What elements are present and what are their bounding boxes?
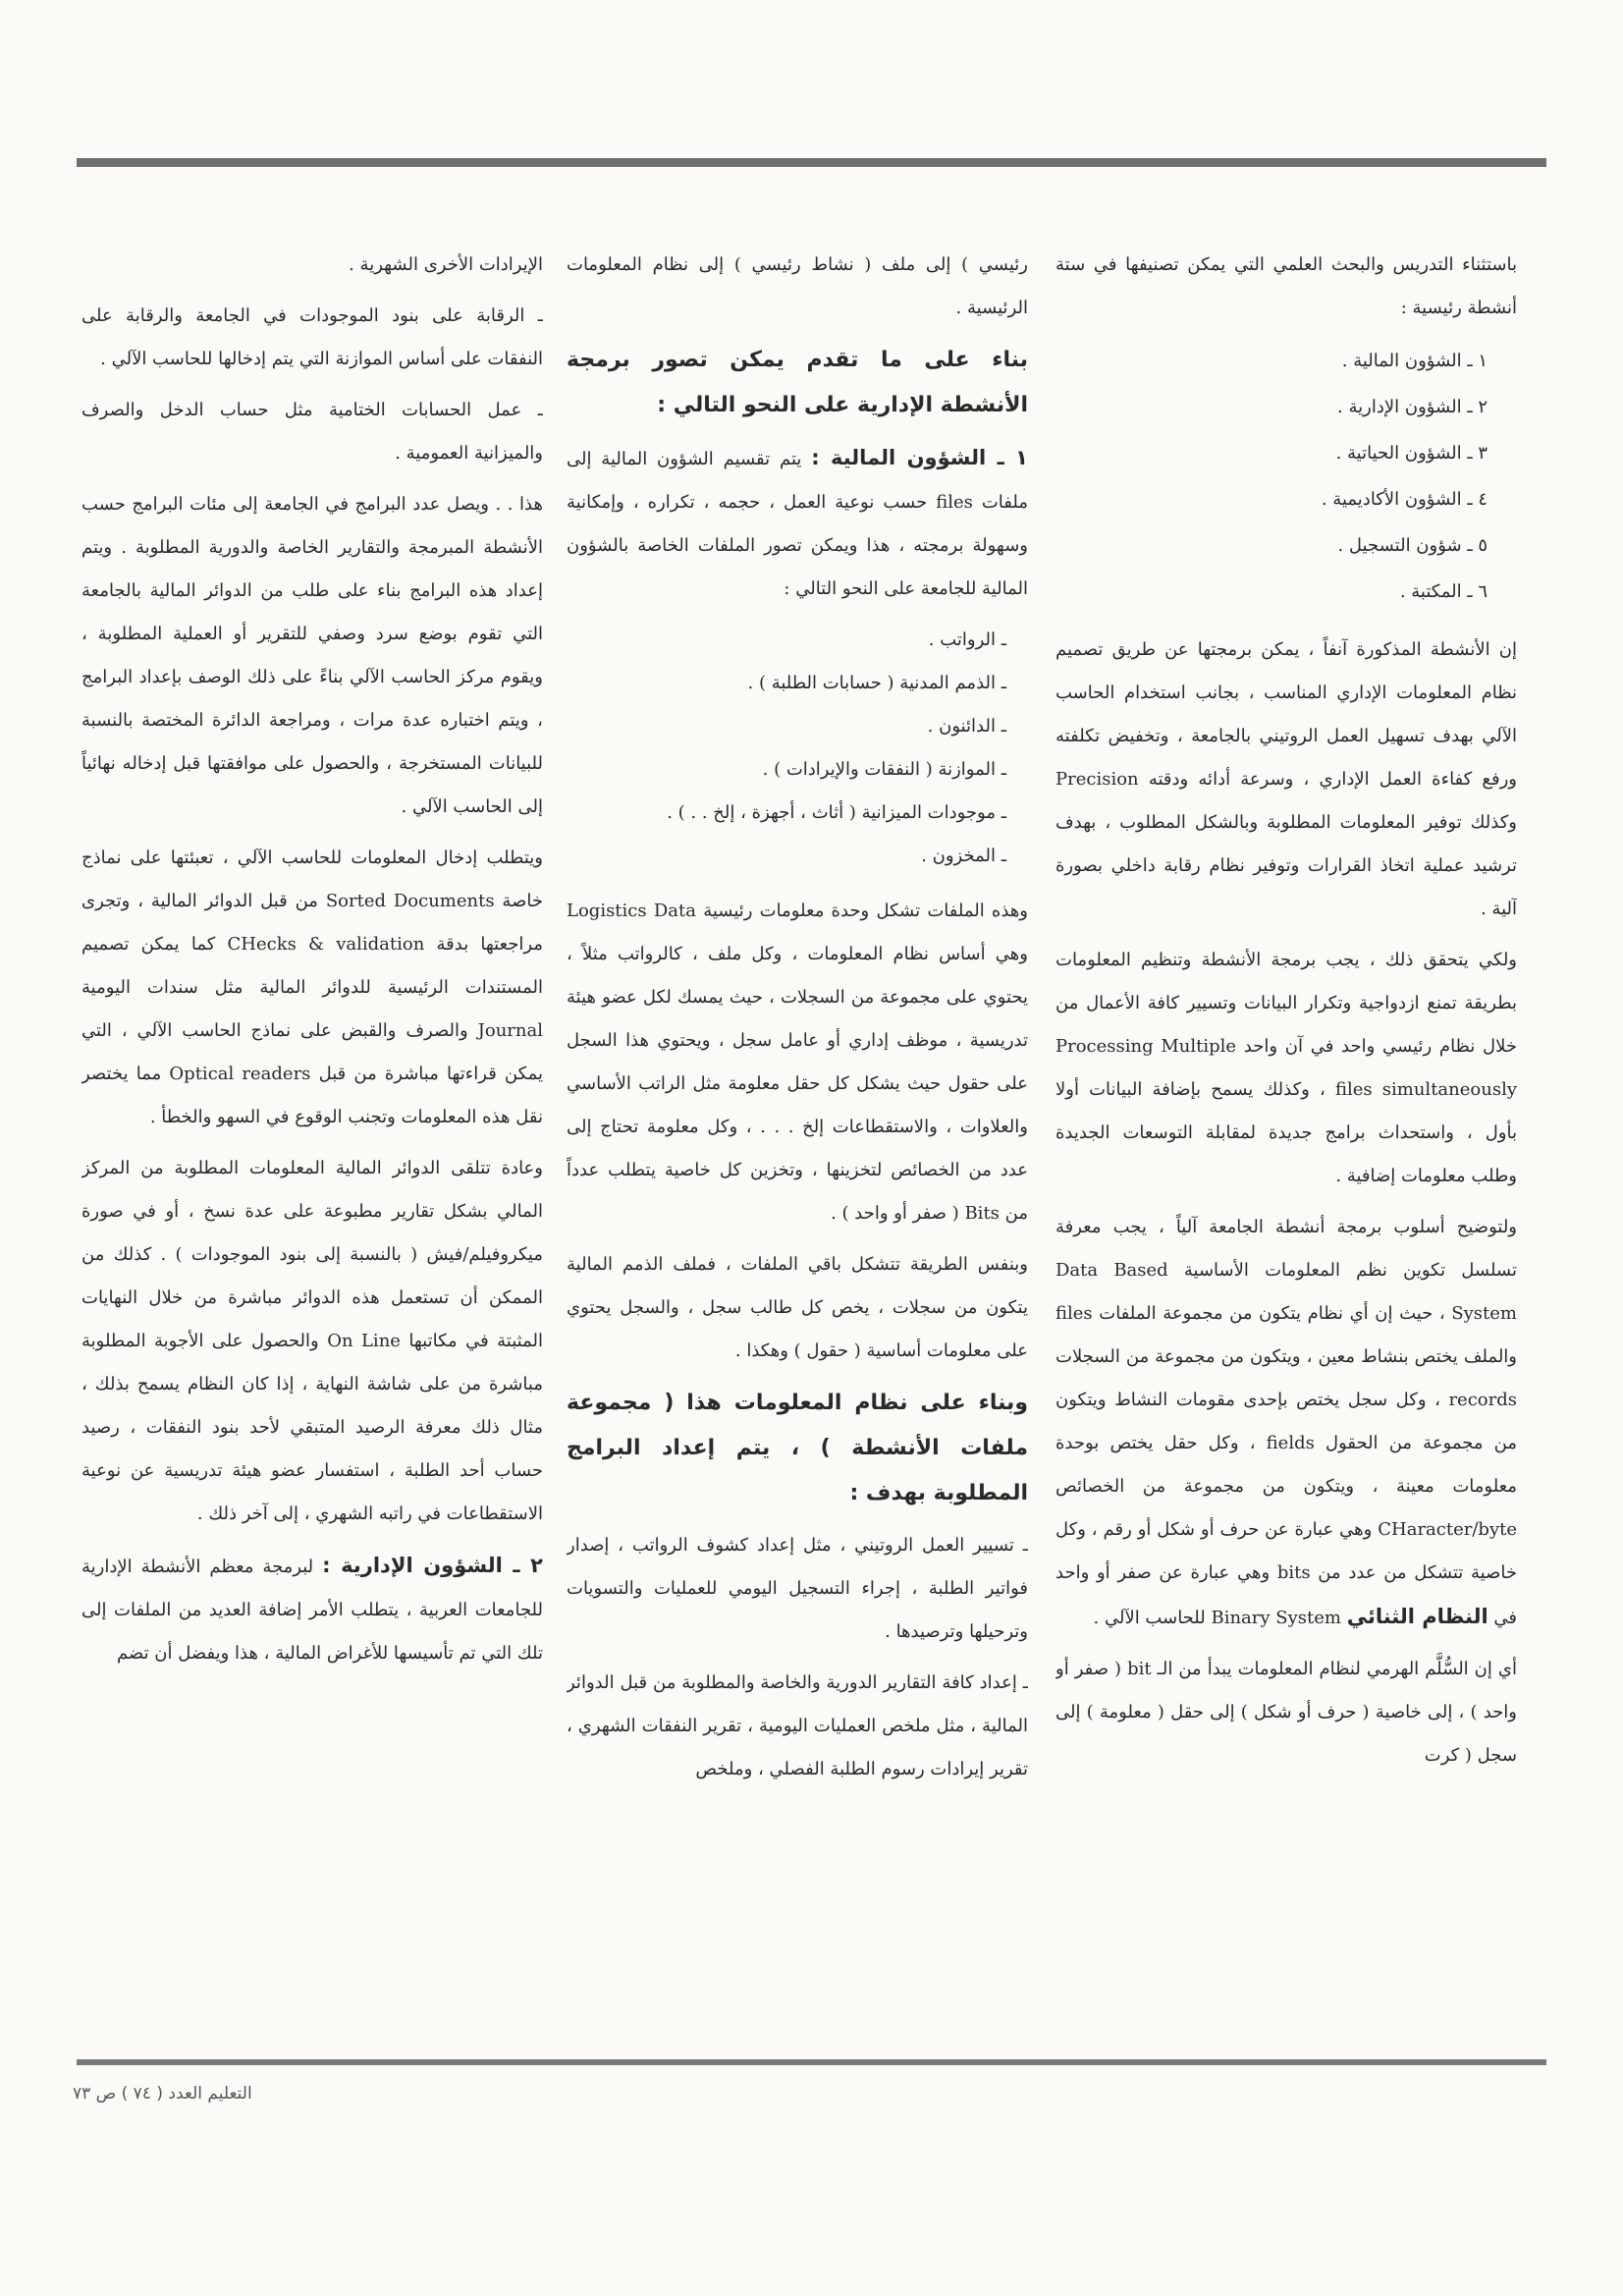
page-footer: التعليم العدد ( ٧٤ ) ص ٧٣ (73, 2084, 252, 2104)
list-item: ـ المخزون . (921, 846, 1006, 866)
activities-list (1055, 338, 1517, 615)
paragraph: ـ إعداد كافة التقارير الدورية والخاصة والمطلوبة من قبل الدوائر المالية ، مثل ملخص العمليات اليومية ، تقرير النفقات الشهري ، تقرير إيرادات رسوم الطلبة الفصلي ، وملخص (567, 1672, 1028, 1779)
paragraph: أي إن السُّلَّم الهرمي لنظام المعلومات يبدأ من الـ bit ( صفر أو واحد ) ، إلى خاصية ( حرف أو شكل ) إلى حقل ( معلومة ) إلى سجل ( كرت (1055, 1659, 1517, 1766)
section-heading: وبناء على نظام المعلومات هذا ( مجموعة ملفات الأنشطة ) ، يتم إعداد البرامج المطلوبة بهدف : (567, 1391, 1028, 1505)
list-item: ٣ ـ الشؤون الحياتية . (1335, 443, 1488, 464)
list-item: ـ الرواتب . (928, 629, 1006, 650)
paragraph: وبنفس الطريقة تتشكل باقي الملفات ، فملف الذمم المالية يتكون من سجلات ، يخص كل طالب سجل ، والسجل يحتوي على معلومات أساسية ( حقول ) وهكذا . (567, 1254, 1028, 1361)
intro-paragraph: باستثناء التدريس والبحث العلمي التي يمكن تصنيفها في ستة أنشطة رئيسية : (1055, 254, 1517, 318)
paragraph-text: لبرمجة معظم الأنشطة الإدارية للجامعات العربية ، يتطلب الأمر إضافة العديد من الملفات إلى تلك التي تم تأسيسها للأغراض المالية ، هذا ويفضل أن تضم (81, 1557, 543, 1664)
list-item: ٦ ـ المكتبة . (1399, 581, 1488, 602)
paragraph: هذا . . ويصل عدد البرامج في الجامعة إلى مئات البرامج حسب الأنشطة المبرمجة والتقارير الخاصة والدورية المطلوبة . ويتم إعداد هذه البرامج بناء على طلب من الدوائر المالية بالجامعة التي تقوم بوضع سرد وصفي للتقرير أو العملية المطلوبة ، ويقوم مركز الحاسب الآلي بناءً على ذلك الوصف بإعداد البرامج ، ويتم اختباره عدة مرات ، ومراجعة الدائرة المختصة بالنسبة للبيانات المستخرجة ، والحصول على موافقتها قبل إدخاله نهائياً إلى الحاسب الآلي . (81, 494, 543, 817)
list-item: ٢ ـ الشؤون الإدارية . (1337, 397, 1488, 417)
top-rule (77, 158, 1546, 167)
paragraph-text: يتم تقسيم الشؤون المالية إلى ملفات files حسب نوعية العمل ، حجمه ، تكراره ، وإمكانية وسهولة برمجته ، هذا ويمكن تصور الملفات الخاصة بالشؤون المالية للجامعة على النحو التالي : (567, 449, 1028, 599)
paragraph: وهذه الملفات تشكل وحدة معلومات رئيسية Logistics Data وهي أساس نظام المعلومات ، وكل ملف ، كالرواتب مثلاً ، يحتوي على مجموعة من السجلات ، حيث يمسك لكل عضو هيئة تدريسية ، موظف إداري أو عامل سجل ، ويحتوي هذا السجل على حقول حيث يشكل كل حقل معلومة مثل الراتب الأساسي والعلاوات ، والاستقطاعات إلخ . . . ، وكل معلومة تحتاج إلى عدد من الخصائص لتخزينها ، وتخزين كل خاصية يتطلب عدداً من Bits ( صفر أو واحد ) . (567, 901, 1028, 1224)
list-item: ـ الموازنة ( النفقات والإيرادات ) . (762, 759, 1006, 780)
bottom-rule (77, 2059, 1546, 2065)
files-list (567, 619, 1028, 878)
paragraph: ـ تسيير العمل الروتيني ، مثل إعداد كشوف الرواتب ، إصدار فواتير الطلبة ، إجراء التسجيل اليومي للعمليات والتسويات وترحيلها وترصيدها . (567, 1535, 1028, 1642)
list-item: ـ موجودات الميزانية ( أثاث ، أجهزة ، إلخ . . ) . (667, 802, 1006, 823)
list-item: ١ ـ الشؤون المالية . (1341, 351, 1488, 371)
paragraph (567, 436, 1028, 611)
binary-system-term: النظام الثنائي (1346, 1605, 1488, 1628)
paragraph: رئيسي ) إلى ملف ( نشاط رئيسي ) إلى نظام المعلومات الرئيسية . (567, 254, 1028, 318)
paragraph: وعادة تتلقى الدوائر المالية المعلومات المطلوبة من المركز المالي بشكل تقارير مطبوعة على عدة نسخ ، أو في صورة ميكروفيلم/فيش ( بالنسبة إلى بنود الموجودات ) . كذلك من الممكن أن تستعمل هذه الدوائر مباشرة من خلال النهايات المثبتة في مكاتبها On Line والحصول على الأجوبة المطلوبة مباشرة من على شاشة النهاية ، إذا كان النظام يسمح بذلك ، مثال ذلك معرفة الرصيد المتبقي لأحد بنود النفقات ، رصيد حساب أحد الطلبة ، استفسار عضو هيئة تدريسية عن نوعية الاستقطاعات في راتبه الشهري ، إلى آخر ذلك . (81, 1158, 543, 1524)
list-item: ـ الذمم المدنية ( حسابات الطلبة ) . (747, 673, 1006, 693)
paragraph: إن الأنشطة المذكورة آنفاً ، يمكن برمجتها عن طريق تصميم نظام المعلومات الإداري المناسب ، بجانب استخدام الحاسب الآلي بهدف تسهيل العمل الروتيني بالجامعة ، وتخفيض تكلفته ورفع كفاءة العمل الإداري ، وسرعة أدائه ودقته Precision وكذلك توفير المعلومات المطلوبة وبالشكل المطلوب ، بهدف ترشيد عملية اتخاذ القرارات وتوفير نظام رقابة داخلي بصورة آلية . (1055, 639, 1517, 919)
section-heading: بناء على ما تقدم يمكن تصور برمجة الأنشطة الإدارية على النحو التالي : (567, 348, 1028, 417)
column-right (1055, 244, 1517, 2041)
column-middle (567, 244, 1028, 2041)
paragraph (81, 1544, 543, 1675)
paragraph: ـ عمل الحسابات الختامية مثل حساب الدخل والصرف والميزانية العمومية . (81, 400, 543, 464)
subsection-title-administrative: ٢ ـ الشؤون الإدارية : (322, 1554, 543, 1577)
paragraph-text: ولتوضيح أسلوب برمجة أنشطة الجامعة آلياً ، يجب معرفة تسلسل تكوين نظم المعلومات الأساسية Data Based System ، حيث إن أي نظام يتكون من مجموعة الملفات files والملف يختص بنشاط معين ، ويتكون من مجموعة من السجلات records ، وكل سجل يختص بإحدى مقومات النشاط ويتكون من مجموعة من الحقول fields ، وكل حقل يختص بوحدة معلومات معينة ، ويتكون من مجموعة من الخصائص CHaracter/byte وهي عبارة عن حرف أو شكل أو رقم ، وكل خاصية تتشكل من عدد من bits وهي عبارة عن صفر أو واحد في (1055, 1217, 1517, 1628)
paragraph: الإيرادات الأخرى الشهرية . (349, 254, 543, 275)
paragraph (1055, 1206, 1517, 1640)
list-item: ٥ ـ شؤون التسجيل . (1337, 535, 1488, 556)
list-item: ـ الدائنون . (927, 716, 1006, 737)
paragraph: ولكي يتحقق ذلك ، يجب برمجة الأنشطة وتنظيم المعلومات بطريقة تمنع ازدواجية وتكرار البيانات وتسيير كافة الأعمال من خلال نظام رئيسي واحد في آن واحد Processing Multiple files simultaneously ، وكذلك يسمح بإضافة البيانات أولا بأول ، واستحداث برامج جديدة لمقابلة التوسعات الجديدة وطلب معلومات إضافية . (1055, 950, 1517, 1186)
subsection-title-financial: ١ ـ الشؤون المالية : (811, 446, 1028, 469)
paragraph-text: Binary System للحاسب الآلي . (1093, 1608, 1341, 1628)
list-item: ٤ ـ الشؤون الأكاديمية . (1321, 489, 1488, 510)
paragraph: ـ الرقابة على بنود الموجودات في الجامعة والرقابة على النفقات على أساس الموازنة التي يتم إدخالها للحاسب الآلي . (81, 305, 543, 369)
column-left (81, 244, 543, 2041)
paragraph: ويتطلب إدخال المعلومات للحاسب الآلي ، تعبئتها على نماذج خاصة Sorted Documents من قبل الدوائر المالية ، وتجرى مراجعتها بدقة CHecks & validation كما يمكن تصميم المستندات الرئيسية للدوائر المالية مثل سندات اليومية Journal والصرف والقبض على نماذج الحاسب الآلي ، التي يمكن قراءتها مباشرة من قبل Optical readers مما يختصر نقل هذه المعلومات وتجنب الوقوع في السهو والخطأ . (81, 847, 543, 1127)
